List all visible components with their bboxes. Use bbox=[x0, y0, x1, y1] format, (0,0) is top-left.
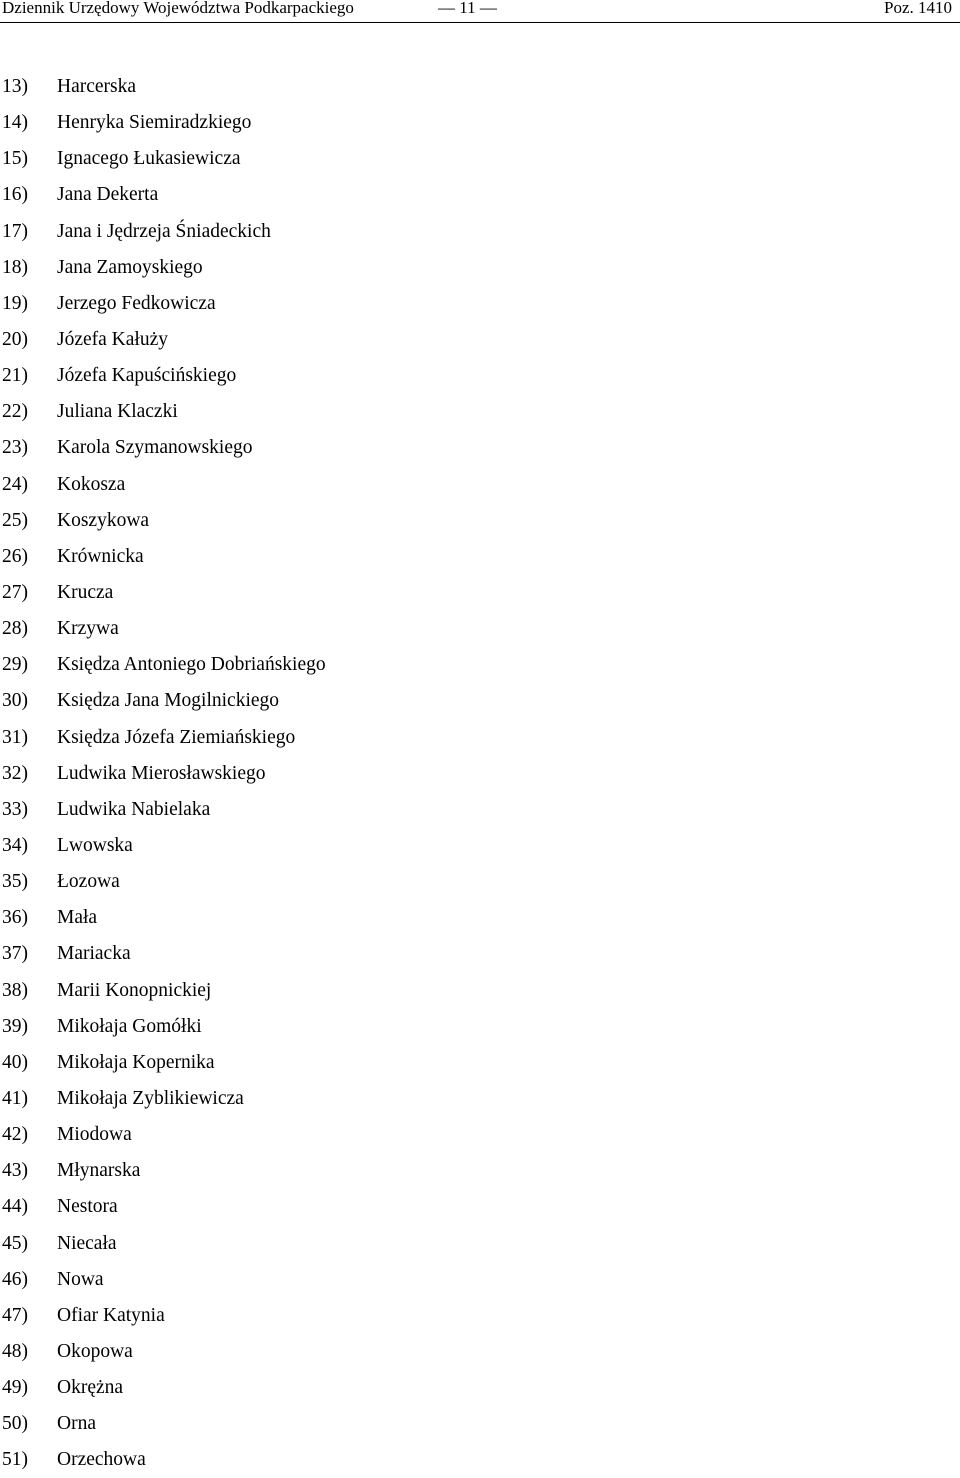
street-name: Nowa bbox=[57, 1268, 104, 1290]
item-number: 28) bbox=[2, 618, 28, 640]
street-name: Koszykowa bbox=[57, 509, 150, 531]
item-number: 18) bbox=[2, 256, 28, 278]
street-name: Nestora bbox=[57, 1196, 118, 1218]
street-name: Krównicka bbox=[57, 545, 144, 567]
street-name: Orna bbox=[57, 1413, 96, 1435]
street-name: Kokosza bbox=[57, 473, 126, 495]
item-number: 19) bbox=[2, 292, 28, 314]
street-name: Mała bbox=[57, 907, 98, 929]
page-header bbox=[0, 0, 960, 23]
street-name: Mikołaja Kopernika bbox=[57, 1051, 215, 1073]
item-number: 14) bbox=[2, 112, 28, 134]
street-name: Jana Zamoyskiego bbox=[57, 256, 203, 278]
item-number: 30) bbox=[2, 690, 28, 712]
item-number: 37) bbox=[2, 943, 28, 965]
street-name: Jana i Jędrzeja Śniadeckich bbox=[57, 220, 271, 242]
street-name: Mariacka bbox=[57, 943, 131, 965]
street-name: Mikołaja Gomółki bbox=[57, 1015, 202, 1037]
item-number: 44) bbox=[2, 1196, 28, 1218]
item-number: 32) bbox=[2, 762, 28, 784]
item-number: 36) bbox=[2, 907, 28, 929]
item-number: 31) bbox=[2, 726, 28, 748]
street-name: Mikołaja Zyblikiewicza bbox=[57, 1087, 244, 1109]
item-number: 43) bbox=[2, 1160, 28, 1182]
street-name: Karola Szymanowskiego bbox=[57, 437, 253, 459]
item-number: 46) bbox=[2, 1268, 28, 1290]
street-name: Harcerska bbox=[57, 76, 137, 97]
item-number: 16) bbox=[2, 184, 28, 206]
item-number: 39) bbox=[2, 1015, 28, 1037]
street-name: Krucza bbox=[57, 581, 114, 603]
street-name: Ignacego Łukasiewicza bbox=[57, 148, 241, 170]
publication-title: Dziennik Urzędowy Województwa Podkarpackiego bbox=[2, 0, 354, 17]
street-name: Orzechowa bbox=[57, 1449, 146, 1471]
street-name: Józefa Kałuży bbox=[57, 328, 168, 350]
item-number: 42) bbox=[2, 1124, 28, 1146]
item-number: 20) bbox=[2, 328, 28, 350]
item-number: 25) bbox=[2, 509, 28, 531]
item-number: 47) bbox=[2, 1304, 28, 1326]
street-name: Okrężna bbox=[57, 1377, 124, 1399]
item-number: 13) bbox=[2, 76, 28, 97]
item-number: 49) bbox=[2, 1377, 28, 1399]
street-name: Ofiar Katynia bbox=[57, 1304, 165, 1326]
item-number: 21) bbox=[2, 365, 28, 387]
street-name: Juliana Klaczki bbox=[57, 401, 178, 423]
street-name: Księdza Józefa Ziemiańskiego bbox=[57, 726, 296, 748]
street-name: Łozowa bbox=[57, 871, 120, 893]
item-number: 41) bbox=[2, 1087, 28, 1109]
item-number: 48) bbox=[2, 1340, 28, 1362]
street-name: Henryka Siemiradzkiego bbox=[57, 112, 252, 134]
street-name: Okopowa bbox=[57, 1340, 133, 1362]
item-number: 26) bbox=[2, 545, 28, 567]
street-name: Krzywa bbox=[57, 618, 119, 640]
item-number: 24) bbox=[2, 473, 28, 495]
item-number: 45) bbox=[2, 1232, 28, 1254]
street-name: Księdza Jana Mogilnickiego bbox=[57, 690, 280, 712]
street-name: Ludwika Nabielaka bbox=[57, 798, 211, 820]
item-number: 40) bbox=[2, 1051, 28, 1073]
street-name: Ludwika Mierosławskiego bbox=[57, 762, 266, 784]
item-number: 23) bbox=[2, 437, 28, 459]
street-name: Marii Konopnickiej bbox=[57, 979, 212, 1001]
street-name: Księdza Antoniego Dobriańskiego bbox=[57, 654, 326, 676]
street-name: Niecała bbox=[57, 1232, 117, 1254]
street-name: Józefa Kapuścińskiego bbox=[57, 365, 237, 387]
page-number: — 11 — bbox=[438, 0, 497, 17]
item-number: 22) bbox=[2, 401, 28, 423]
item-number: 50) bbox=[2, 1413, 28, 1435]
street-name: Miodowa bbox=[57, 1124, 132, 1146]
street-name: Młynarska bbox=[57, 1160, 141, 1182]
item-number: 17) bbox=[2, 220, 28, 242]
item-number: 29) bbox=[2, 654, 28, 676]
position-number: Poz. 1410 bbox=[884, 0, 952, 17]
item-number: 15) bbox=[2, 148, 28, 170]
item-number: 27) bbox=[2, 581, 28, 603]
street-name: Jerzego Fedkowicza bbox=[57, 292, 216, 314]
item-number: 51) bbox=[2, 1449, 28, 1471]
item-number: 34) bbox=[2, 834, 28, 856]
street-name: Lwowska bbox=[57, 834, 133, 856]
item-number: 38) bbox=[2, 979, 28, 1001]
item-number: 35) bbox=[2, 871, 28, 893]
item-number: 33) bbox=[2, 798, 28, 820]
street-name: Jana Dekerta bbox=[57, 184, 159, 206]
